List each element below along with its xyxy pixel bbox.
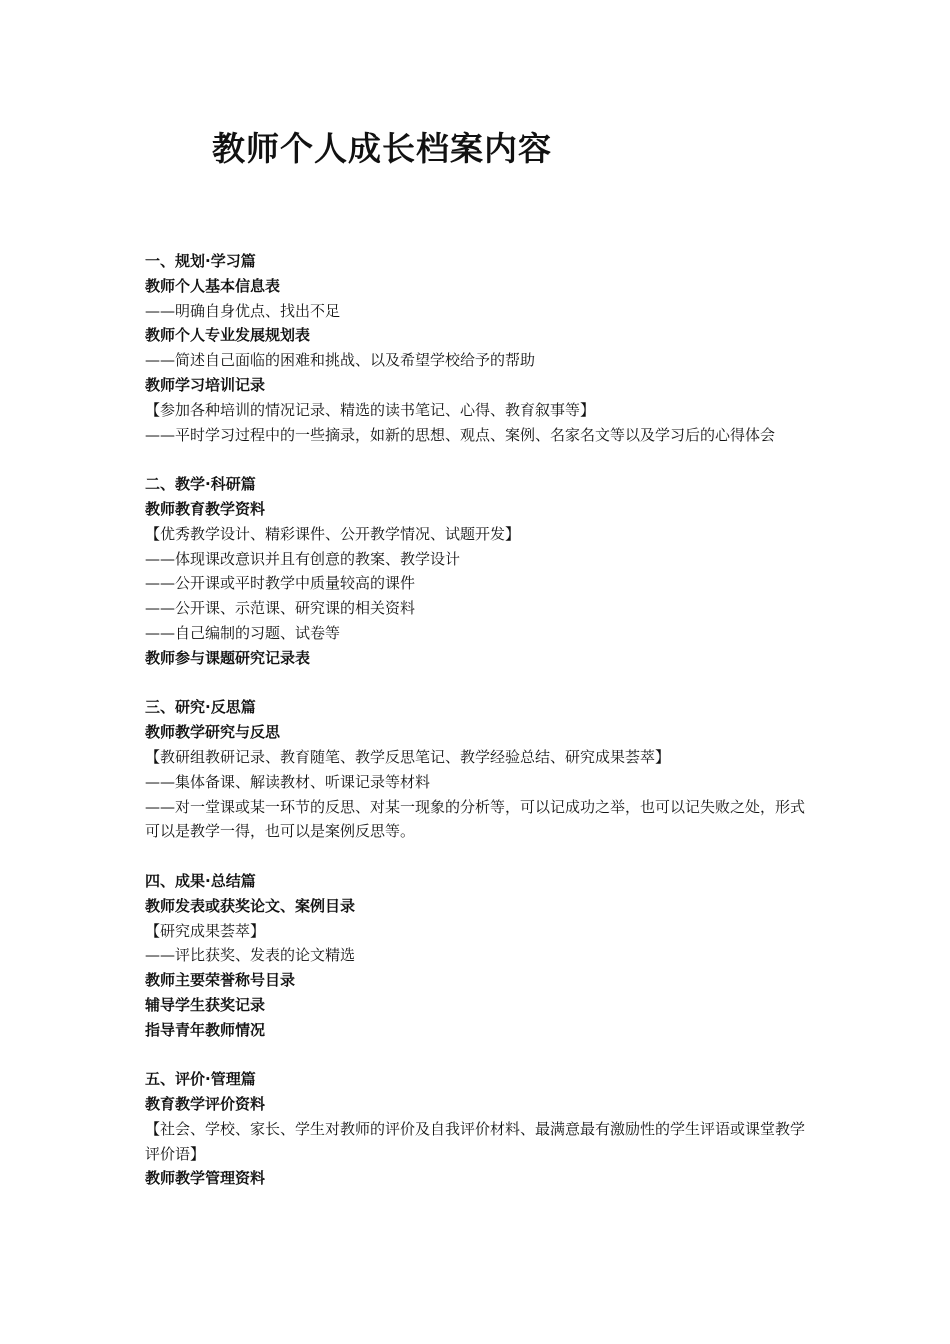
item-title: 教师学习培训记录 <box>145 375 266 394</box>
item-note: 【参加各种培训的情况记录、精选的读书笔记、心得、教育叙事等】 <box>145 400 596 419</box>
item-title: 指导青年教师情况 <box>145 1020 266 1039</box>
section-teaching-research <box>145 472 815 670</box>
item-title: 教师个人基本信息表 <box>145 276 281 295</box>
item-title: 教师参与课题研究记录表 <box>145 648 311 667</box>
item-note: ——对一堂课或某一环节的反思、对某一现象的分析等，可以记成功之举，也可以记失败之处，形式可以是教学一得，也可以是案例反思等。 <box>145 797 806 841</box>
item-title: 教师主要荣誉称号目录 <box>145 971 296 990</box>
item-note: 【优秀教学设计、精彩课件、公开教学情况、试题开发】 <box>145 524 521 543</box>
item-note: ——平时学习过程中的一些摘录，如新的思想、观点、案例、名家名文等以及学习后的心得体会 <box>145 425 776 444</box>
item-title: 辅导学生获奖记录 <box>145 995 266 1014</box>
section-gap <box>145 447 815 472</box>
section-gap <box>145 1043 815 1068</box>
section-heading: 五、评价·管理篇 <box>145 1070 256 1089</box>
item-note: ——公开课或平时教学中质量较高的课件 <box>145 574 416 593</box>
item-note: 【教研组教研记录、教育随笔、教学反思笔记、教学经验总结、研究成果荟萃】 <box>145 747 671 766</box>
item-note: ——评比获奖、发表的论文精选 <box>145 946 356 965</box>
section-heading: 四、成果·总结篇 <box>145 871 256 890</box>
item-title: 教师教学研究与反思 <box>145 723 281 742</box>
section-evaluation-management <box>145 1067 815 1191</box>
document-title: 教师个人成长档案内容 <box>212 129 552 168</box>
item-title: 教师教学管理资料 <box>145 1169 266 1188</box>
item-note: 【社会、学校、家长、学生对教师的评价及自我评价材料、最满意最有激励性的学生评语或课堂教学评价语】 <box>145 1119 806 1163</box>
section-heading: 一、规划·学习篇 <box>145 252 256 270</box>
section-heading: 二、教学·科研篇 <box>145 475 256 494</box>
section-planning-learning <box>145 249 815 447</box>
section-heading: 三、研究·反思篇 <box>145 698 256 717</box>
item-note: ——体现课改意识并且有创意的教案、教学设计 <box>145 549 461 568</box>
section-gap <box>145 844 815 869</box>
item-note: ——明确自身优点、找出不足 <box>145 301 341 320</box>
section-research-reflection <box>145 695 815 844</box>
document-body <box>145 249 815 1191</box>
section-gap <box>145 671 815 696</box>
item-note: ——集体备课、解读教材、听课记录等材料 <box>145 772 431 791</box>
item-title: 教师发表或获奖论文、案例目录 <box>145 896 356 915</box>
item-title: 教师教育教学资料 <box>145 499 266 518</box>
item-title: 教育教学评价资料 <box>145 1095 266 1114</box>
item-note: ——自己编制的习题、试卷等 <box>145 623 341 642</box>
item-note: ——公开课、示范课、研究课的相关资料 <box>145 599 416 618</box>
section-achievement-summary <box>145 869 815 1043</box>
item-title: 教师个人专业发展规划表 <box>145 326 311 345</box>
item-note: ——简述自己面临的困难和挑战、以及希望学校给予的帮助 <box>145 351 536 370</box>
item-note: 【研究成果荟萃】 <box>145 921 266 940</box>
